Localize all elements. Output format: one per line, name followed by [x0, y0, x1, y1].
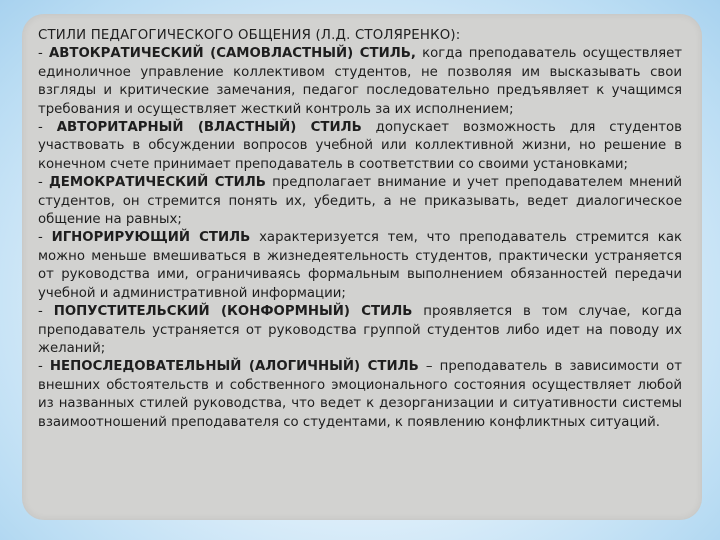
- item-dash: -: [38, 175, 49, 191]
- style-item-authoritarian: [38, 119, 682, 174]
- style-item-democratic: [38, 174, 682, 229]
- item-dash: -: [38, 230, 52, 246]
- text-block: [38, 27, 682, 432]
- style-description: когда преподаватель осуществляет единоличное управление коллективом студентов, не позволяя им высказывать свои взгляды и критические замечания, педагог последовательно предъявляет к учащимся требования и осуществляет жесткий контроль за их исполнением;: [38, 46, 683, 117]
- style-name: ДЕМОКРАТИЧЕСКИЙ СТИЛЬ: [48, 175, 266, 191]
- style-name: НЕПОСЛЕДОВАТЕЛЬНЫЙ (АЛОГИЧНЫЙ) СТИЛЬ: [49, 359, 419, 375]
- style-description: предполагает внимание и учет преподавателем мнений студентов, он стремится понять их, убедить, а не приказывать, ведет диалогическое общение на равных;: [38, 175, 682, 228]
- style-name: ПОПУСТИТЕЛЬСКИЙ (КОНФОРМНЫЙ) СТИЛЬ: [53, 304, 413, 320]
- style-name: ИГНОРИРУЮЩИЙ СТИЛЬ: [51, 230, 251, 246]
- slide-title: СТИЛИ ПЕДАГОГИЧЕСКОГО ОБЩЕНИЯ (Л.Д. СТОЛЯРЕНКО):: [38, 28, 461, 43]
- style-item-autocratic: [38, 45, 682, 119]
- item-dash: -: [38, 304, 54, 320]
- style-item-ignoring: [38, 229, 682, 303]
- style-name: АВТОРИТАРНЫЙ (ВЛАСТНЫЙ) СТИЛЬ: [56, 120, 362, 136]
- style-description: допускает возможность для студентов участвовать в обсуждении вопросов учебной или коллективной жизни, но решение в конечном счете принимает преподаватель в соответствии со своими установками;: [38, 120, 682, 172]
- item-dash: -: [38, 46, 49, 62]
- style-description: характеризуется тем, что преподаватель стремится как можно меньше вмешиваться в жизнедеятельность студентов, практически устраняется от руководства ими, ограничиваясь формальным выполнением обязанностей передачи учебной и административной информации;: [38, 230, 683, 301]
- item-dash: -: [38, 120, 57, 136]
- item-dash: -: [38, 359, 50, 375]
- style-name: АВТОКРАТИЧЕСКИЙ (САМОВЛАСТНЫЙ) СТИЛЬ,: [48, 46, 416, 62]
- style-description: – преподаватель в зависимости от внешних обстоятельств и собственного эмоционального состояния осуществляет любой из названных стилей руководства, что ведет к дезорганизации и ситуативности системы взаимоотношений преподавателя со студентами, к появлению конфликтных ситуаций.: [38, 359, 682, 430]
- style-description: проявляется в том случае, когда преподаватель устраняется от руководства группой студентов либо идет на поводу их желаний;: [38, 304, 683, 356]
- style-item-permissive: [38, 303, 682, 358]
- style-item-inconsistent: [38, 358, 682, 432]
